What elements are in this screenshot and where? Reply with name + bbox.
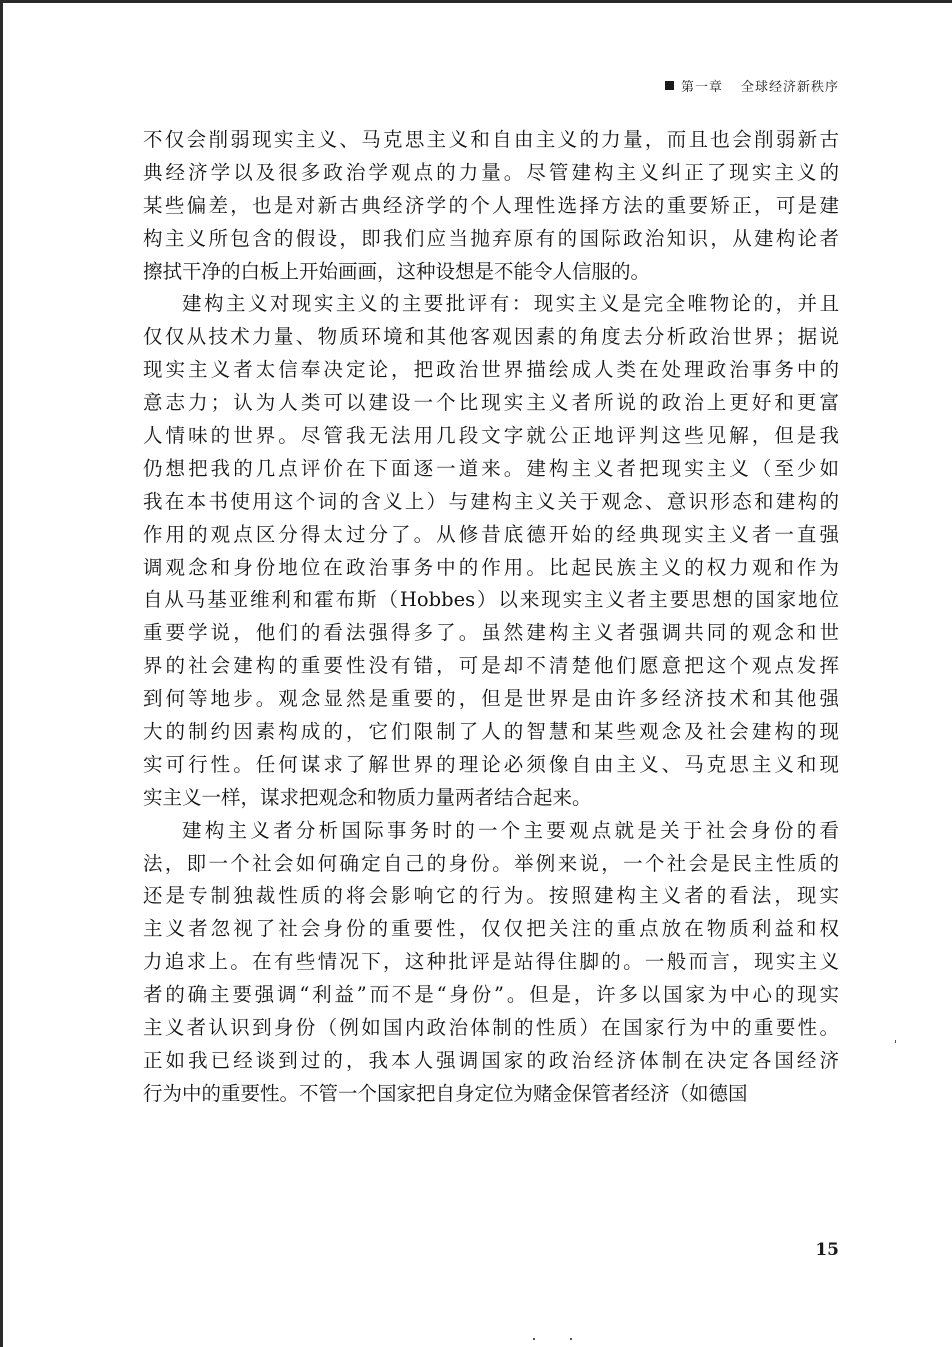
page-number: 15 — [815, 1240, 839, 1260]
text-line: 力追求上。在有些情况下，这种批评是站得住脚的。一般而言，现实主义 — [143, 950, 839, 974]
text-line: 现实主义者太信奉决定论，把政治世界描绘成人类在处理政治事务中的 — [143, 358, 839, 382]
body-text — [143, 124, 839, 1111]
text-line: 实可行性。任何谋求了解世界的理论必须像自由主义、马克思主义和现 — [143, 752, 839, 776]
text-line: 重要学说，他们的看法强得多了。虽然建构主义者强调共同的观念和世 — [143, 621, 839, 645]
text-line: 自从马基亚维利和霍布斯（Hobbes）以来现实主义者主要思想的国家地位 — [143, 588, 839, 612]
text-line: 作用的观点区分得太过分了。从修昔底德开始的经典现实主义者一直强 — [143, 522, 839, 546]
text-line: 我在本书使用这个词的含义上）与建构主义关于观念、意识形态和建构的 — [143, 489, 839, 513]
square-bullet-icon — [665, 81, 674, 90]
text-line: 者的确主要强调“利益”而不是“身份”。但是，许多以国家为中心的现实 — [143, 983, 839, 1007]
text-line: 调观念和身份地位在政治事务中的作用。比起民族主义的权力观和作为 — [143, 555, 839, 579]
text-line: 构主义所包含的假设，即我们应当抛弃原有的国际政治知识，从建构论者 — [143, 226, 839, 250]
text-line: 实主义一样，谋求把观念和物质力量两者结合起来。 — [143, 785, 592, 809]
running-header — [665, 76, 839, 95]
text-line: 仅仅从技术力量、物质环境和其他客观因素的角度去分析政治世界；据说 — [143, 325, 839, 349]
header-chapter: 第一章 — [680, 80, 723, 95]
text-line: 界的社会建构的重要性没有错，可是却不清楚他们愿意把这个观点发挥 — [143, 654, 839, 678]
text-line: 主义者忽视了社会身份的重要性，仅仅把关注的重点放在物质利益和权 — [143, 917, 839, 941]
text-line: 建构主义对现实主义的主要批评有：现实主义是完全唯物论的，并且 — [182, 292, 839, 316]
text-line: 意志力；认为人类可以建设一个比现实主义者所说的政治上更好和更富 — [143, 391, 839, 415]
text-line: 某些偏差，也是对新古典经济学的个人理性选择方法的重要矫正，可是建 — [143, 193, 839, 217]
text-line: 典经济学以及很多政治学观点的力量。尽管建构主义纠正了现实主义的 — [143, 160, 839, 184]
scan-speck — [895, 1040, 896, 1043]
text-line: 建构主义者分析国际事务时的一个主要观点就是关于社会身份的看 — [182, 818, 839, 842]
text-line: 人情味的世界。尽管我无法用几段文字就公正地评判这些见解，但是我 — [143, 424, 839, 448]
text-line: 不仅会削弱现实主义、马克思主义和自由主义的力量，而且也会削弱新古 — [143, 128, 839, 151]
scan-border-top — [0, 0, 952, 3]
text-line: 正如我已经谈到过的，我本人强调国家的政治经济体制在决定各国经济 — [143, 1048, 839, 1072]
text-line: 还是专制独裁性质的将会影响它的行为。按照建构主义者的看法，现实 — [143, 884, 839, 908]
scan-border-left — [0, 0, 3, 1347]
paragraph — [143, 815, 839, 1111]
text-line: 擦拭干净的白板上开始画画，这种设想是不能令人信服的。 — [143, 259, 651, 283]
scan-speck — [533, 1338, 535, 1340]
paragraph — [143, 288, 839, 814]
header-title: 全球经济新秩序 — [740, 80, 839, 95]
scan-speck — [570, 1338, 572, 1340]
text-line: 大的制约因素构成的，它们限制了人的智慧和某些观念及社会建构的现 — [143, 720, 839, 744]
text-line: 主义者认识到身份（例如国内政治体制的性质）在国家行为中的重要性。 — [143, 1016, 839, 1040]
text-line: 法，即一个社会如何确定自己的身份。举例来说，一个社会是民主性质的 — [143, 851, 839, 875]
text-line: 仍想把我的几点评价在下面逐一道来。建构主义者把现实主义（至少如 — [143, 456, 839, 480]
paragraph — [143, 124, 839, 288]
text-line: 行为中的重要性。不管一个国家把自身定位为赌金保管者经济（如德国 — [143, 1081, 748, 1105]
text-line: 到何等地步。观念显然是重要的，但是世界是由许多经济技术和其他强 — [143, 687, 839, 711]
